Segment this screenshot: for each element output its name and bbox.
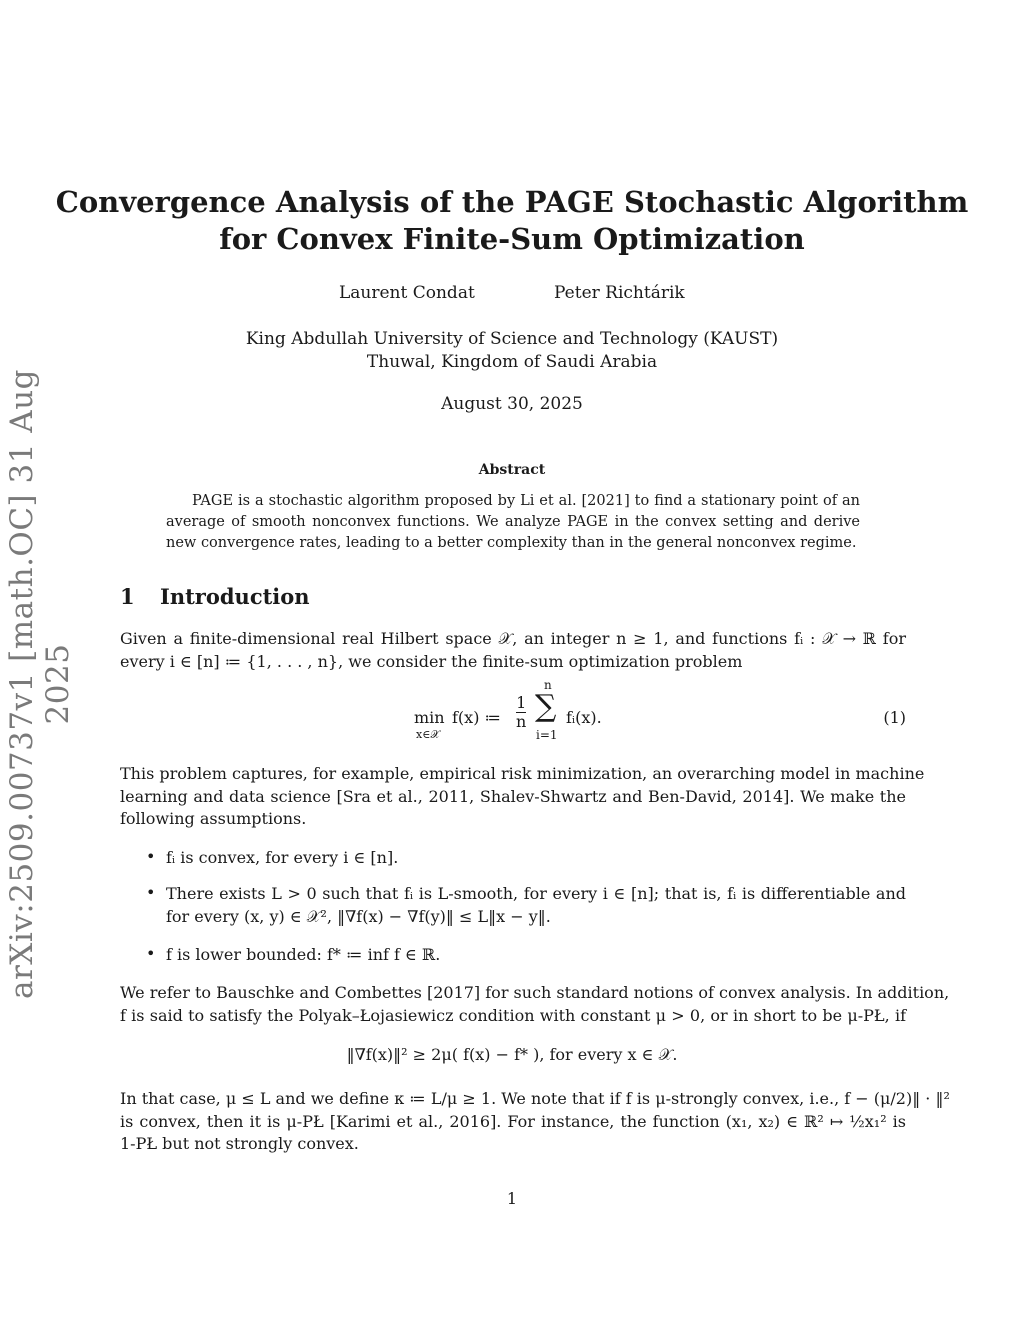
eq1-min: min (414, 708, 445, 727)
intro-line-1: Given a finite-dimensional real Hilbert space 𝒳, an integer n ≥ 1, and functions fᵢ : 𝒳 → ℝ for (120, 629, 906, 648)
eq1-sum-upper: n (544, 678, 552, 692)
section-title: Introduction (160, 584, 310, 609)
para3-line-1: We refer to Bauschke and Combettes [2017] for such standard notions of convex analysis. In addition, (120, 983, 950, 1002)
paper-title-line2: for Convex Finite-Sum Optimization (219, 222, 805, 256)
eq1-frac-numerator: 1 (516, 693, 527, 712)
eq1-sum-lower: i=1 (536, 728, 558, 742)
equation-1 (414, 678, 634, 754)
bullet-1: fᵢ is convex, for every i ∈ [n]. (166, 848, 399, 867)
eq1-rhs: fᵢ(x). (566, 708, 602, 727)
author-2: Peter Richtárik (554, 283, 685, 303)
abstract-body (166, 491, 860, 554)
para2-line-3: following assumptions. (120, 809, 307, 828)
bullet-2 (166, 883, 906, 928)
section-heading-introduction (120, 584, 310, 609)
eq1-frac-denominator: n (516, 712, 527, 731)
abstract-text: PAGE is a stochastic algorithm proposed by Li et al. [2021] to find a stationary point of an average of smooth nonconvex functions. We analyze PAGE in the convex setting and derive new convergence rates, leading to a better complexity than in the general nonconvex regime. (166, 493, 860, 551)
bullet-marker-2: • (146, 883, 156, 902)
bullet-marker-3: • (146, 944, 156, 963)
paragraph-2 (120, 763, 925, 831)
paragraph-4 (120, 1088, 950, 1156)
para4-line-2: is convex, then it is μ-PŁ [Karimi et al., 2016]. For instance, the function (x₁, x₂) ∈ ℝ² ↦ ½x₁² is (120, 1111, 906, 1131)
para2-line-2: learning and data science [Sra et al., 2011, Shalev-Shwartz and Ben-David, 2014]. We make the (120, 786, 906, 806)
intro-line-2: every i ∈ [n] ≔ {1, . . . , n}, we consider the finite-sum optimization problem (120, 651, 743, 671)
eq1-sum-symbol: ∑ (535, 689, 557, 724)
intro-paragraph (120, 628, 906, 673)
affiliation-line1: King Abdullah University of Science and Technology (KAUST) (245, 329, 779, 349)
affiliation-line2: Thuwal, Kingdom of Saudi Arabia (366, 352, 658, 372)
bullet-2-line-2: for every (x, y) ∈ 𝒳², ‖∇f(x) − ∇f(y)‖ ≤ L‖x − y‖. (166, 906, 551, 926)
section-number: 1 (120, 584, 135, 609)
para3-line-2: f is said to satisfy the Polyak–Łojasiewicz condition with constant μ > 0, or in short to be μ-PŁ, if (120, 1005, 906, 1025)
eq1-definition: f(x) ≔ (452, 708, 502, 727)
paragraph-3 (120, 982, 950, 1027)
para2-line-1: This problem captures, for example, empirical risk minimization, an overarching model in machine (120, 764, 925, 783)
bullet-marker-1: • (146, 847, 156, 866)
para4-line-3: 1-PŁ but not strongly convex. (120, 1134, 359, 1153)
arxiv-sidebar-stamp: arXiv:2509.00737v1 [math.OC] 31 Aug 2025 (4, 368, 76, 1000)
para4-line-1: In that case, μ ≤ L and we define κ ≔ L/μ ≥ 1. We note that if f is μ-strongly convex, i.e., f − (μ/2)‖ · ‖² (120, 1089, 950, 1108)
bullet-3: f is lower bounded: f* ≔ inf f ∈ ℝ. (166, 945, 441, 964)
author-1: Laurent Condat (339, 283, 475, 303)
abstract-heading: Abstract (478, 462, 546, 478)
page-number: 1 (506, 1189, 518, 1208)
equation-pl-condition: ‖∇f(x)‖² ≥ 2μ( f(x) − f* ), for every x ∈ 𝒳. (346, 1045, 678, 1064)
eq1-min-subscript: x∈𝒳 (416, 728, 440, 741)
bullet-2-line-1: There exists L > 0 such that fᵢ is L-smooth, for every i ∈ [n]; that is, fᵢ is differentiable and (166, 884, 906, 903)
eq1-fraction (516, 694, 526, 731)
paper-date: August 30, 2025 (441, 394, 583, 414)
paper-title-line1: Convergence Analysis of the PAGE Stochastic Algorithm (55, 185, 969, 219)
equation-1-number: (1) (883, 708, 906, 727)
